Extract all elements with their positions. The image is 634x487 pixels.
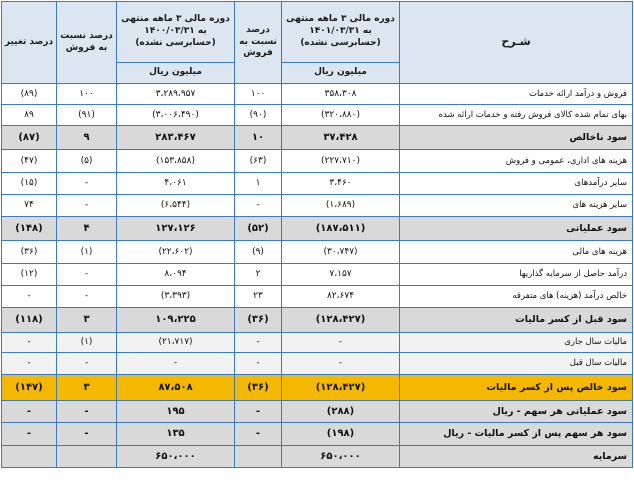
row-label: سایر هزینه های: [400, 195, 633, 217]
previous-amount: ۱۳۵: [117, 423, 235, 446]
change-pct-header: درصد تغییر: [2, 2, 57, 84]
current-pct: (۹): [235, 241, 282, 264]
change-pct: (۱۲): [2, 264, 57, 286]
table-row: [2, 241, 633, 264]
current-amount: (۱،۶۸۹): [282, 195, 400, 217]
previous-amount: (۳،۰۰۶،۴۹۰): [117, 105, 235, 126]
previous-period-header: دوره مالی ۳ ماهه منتهی به ۱۴۰۰/۰۳/۳۱ (حسابرسی نشده): [117, 2, 235, 63]
table-row: [2, 286, 633, 308]
table-row: [2, 217, 633, 241]
current-amount: ۳۵۸،۳۰۸: [282, 84, 400, 105]
previous-amount: ۲۸۳،۴۶۷: [117, 126, 235, 150]
change-pct: (۴۷): [2, 150, 57, 173]
previous-pct: ۳: [57, 375, 117, 401]
previous-amount: ۸،۰۹۴: [117, 264, 235, 286]
row-label: سود قبل از کسر مالیات: [400, 308, 633, 333]
change-pct: (۱۴۸): [2, 217, 57, 241]
previous-amount: (۱۵۳،۸۵۸): [117, 150, 235, 173]
row-label: سود عملیاتی: [400, 217, 633, 241]
previous-amount: -: [117, 353, 235, 375]
previous-amount: ۶۵۰،۰۰۰: [117, 446, 235, 468]
current-pct-header: درصد نسبت به فروش: [235, 2, 282, 84]
change-pct: -: [2, 401, 57, 423]
income-table: [1, 1, 633, 468]
change-pct: (۳۶): [2, 241, 57, 264]
current-amount: (۱۹۸): [282, 423, 400, 446]
current-pct: ۱۰۰: [235, 84, 282, 105]
row-label: سرمایه: [400, 446, 633, 468]
current-pct: ۱۰: [235, 126, 282, 150]
previous-pct: -: [57, 264, 117, 286]
change-pct: (۱۴۷): [2, 375, 57, 401]
previous-amount: (۶،۵۴۴): [117, 195, 235, 217]
previous-pct: -: [57, 286, 117, 308]
table-row: [2, 375, 633, 401]
current-amount: -: [282, 333, 400, 353]
current-unit-header: میلیون ریال: [282, 63, 400, 84]
change-pct: -: [2, 286, 57, 308]
row-label: مالیات سال جاری: [400, 333, 633, 353]
table-row: [2, 150, 633, 173]
current-pct: [235, 446, 282, 468]
previous-pct-header: درصد نسبت به فروش: [57, 2, 117, 84]
table-row: [2, 264, 633, 286]
table-row: [2, 105, 633, 126]
current-pct: ۲: [235, 264, 282, 286]
previous-pct: [57, 446, 117, 468]
table-row: [2, 401, 633, 423]
row-label: فروش و درآمد ارائه خدمات: [400, 84, 633, 105]
table-row: [2, 173, 633, 195]
current-pct: -: [235, 195, 282, 217]
current-pct: -: [235, 401, 282, 423]
row-label: سود خالص پس از کسر مالیات: [400, 375, 633, 401]
previous-amount: ۱۰۹،۲۲۵: [117, 308, 235, 333]
previous-amount: ۳،۲۸۹،۹۵۷: [117, 84, 235, 105]
current-pct: -: [235, 353, 282, 375]
table-row: [2, 353, 633, 375]
current-amount: ۶۵۰،۰۰۰: [282, 446, 400, 468]
row-label: درآمد حاصل از سرمایه گذاریها: [400, 264, 633, 286]
table-row: [2, 195, 633, 217]
description-header: شـرح: [400, 2, 633, 84]
current-amount: (۱۲۸،۴۲۷): [282, 375, 400, 401]
previous-amount: ۱۲۷،۱۲۶: [117, 217, 235, 241]
current-pct: (۳۶): [235, 375, 282, 401]
table-row: [2, 333, 633, 353]
previous-amount: ۱۹۵: [117, 401, 235, 423]
previous-pct: (۱): [57, 333, 117, 353]
row-label: بهای تمام شده کالای فروش رفته و خدمات ارائه شده: [400, 105, 633, 126]
change-pct: (۱۱۸): [2, 308, 57, 333]
current-pct: (۶۳): [235, 150, 282, 173]
row-label: سود عملیاتی هر سهم - ریال: [400, 401, 633, 423]
current-amount: ۸۲،۶۷۴: [282, 286, 400, 308]
current-amount: (۲۸۸): [282, 401, 400, 423]
current-pct: -: [235, 423, 282, 446]
current-pct: ۲۳: [235, 286, 282, 308]
current-amount: (۳۰،۷۴۷): [282, 241, 400, 264]
change-pct: ۷۴: [2, 195, 57, 217]
previous-pct: ۱۰۰: [57, 84, 117, 105]
change-pct: -: [2, 423, 57, 446]
current-pct: ۱: [235, 173, 282, 195]
change-pct: (۱۵): [2, 173, 57, 195]
previous-amount: ۴،۰۶۱: [117, 173, 235, 195]
previous-pct: ۴: [57, 217, 117, 241]
current-pct: (۹۰): [235, 105, 282, 126]
previous-amount: (۲۱،۷۱۷): [117, 333, 235, 353]
table-row: [2, 446, 633, 468]
previous-pct: -: [57, 195, 117, 217]
change-pct: [2, 446, 57, 468]
table-row: [2, 308, 633, 333]
previous-amount: (۲۲،۶۰۲): [117, 241, 235, 264]
previous-pct: -: [57, 423, 117, 446]
change-pct: -: [2, 333, 57, 353]
change-pct: ۸۹: [2, 105, 57, 126]
change-pct: (۸۹): [2, 84, 57, 105]
current-amount: -: [282, 353, 400, 375]
income-statement: [0, 1, 634, 487]
change-pct: (۸۷): [2, 126, 57, 150]
current-pct: (۳۶): [235, 308, 282, 333]
row-label: هزینه های مالی: [400, 241, 633, 264]
previous-amount: (۳،۳۹۳): [117, 286, 235, 308]
row-label: هزینه های اداری، عمومی و فروش: [400, 150, 633, 173]
row-label: سود هر سهم پس از کسر مالیات - ریال: [400, 423, 633, 446]
previous-unit-header: میلیون ریال: [117, 63, 235, 84]
current-pct: (۵۲): [235, 217, 282, 241]
current-amount: (۲۲۷،۷۱۰): [282, 150, 400, 173]
current-amount: (۳۲۰،۸۸۰): [282, 105, 400, 126]
change-pct: -: [2, 353, 57, 375]
current-amount: (۱۸۷،۵۱۱): [282, 217, 400, 241]
row-label: سایر درآمدهای: [400, 173, 633, 195]
previous-pct: -: [57, 401, 117, 423]
row-label: سود ناخالص: [400, 126, 633, 150]
previous-pct: ۹: [57, 126, 117, 150]
previous-pct: (۱): [57, 241, 117, 264]
row-label: خالص درآمد (هزینه) های متفرقه: [400, 286, 633, 308]
row-label: مالیات سال قبل: [400, 353, 633, 375]
table-row: [2, 84, 633, 105]
table-row: [2, 423, 633, 446]
current-amount: ۳۷،۴۲۸: [282, 126, 400, 150]
current-amount: ۷،۱۵۷: [282, 264, 400, 286]
previous-pct: ۳: [57, 308, 117, 333]
previous-amount: ۸۷،۵۰۸: [117, 375, 235, 401]
previous-pct: (۹۱): [57, 105, 117, 126]
previous-pct: -: [57, 353, 117, 375]
current-period-header: دوره مالی ۳ ماهه منتهی به ۱۴۰۱/۰۳/۳۱ (حسابرسی نشده): [282, 2, 400, 63]
current-amount: (۱۲۸،۴۲۷): [282, 308, 400, 333]
previous-pct: -: [57, 173, 117, 195]
current-amount: ۳،۴۶۰: [282, 173, 400, 195]
previous-pct: (۵): [57, 150, 117, 173]
current-pct: -: [235, 333, 282, 353]
table-row: [2, 126, 633, 150]
